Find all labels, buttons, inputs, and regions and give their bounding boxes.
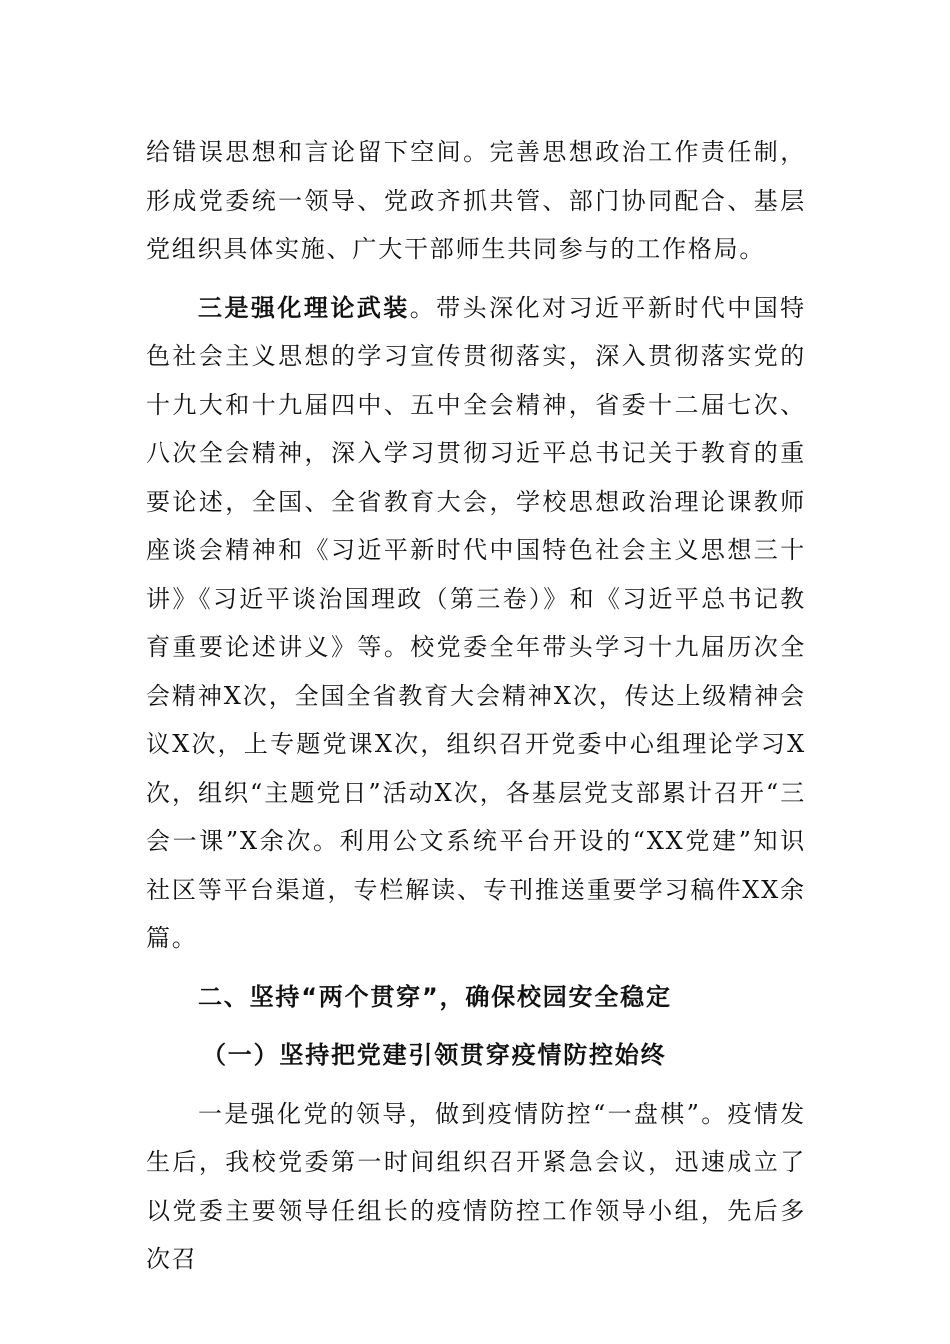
subsection-heading: （一）坚持把党建引领贯穿疫情防控始终 bbox=[202, 1041, 667, 1069]
paragraph-3-text: 一是强化党的领导，做到疫情防控“一盘棋”。疫情发生后，我校党委第一时间组织召开紧急会议，迅速成立了以党委主要领导任组长的疫情防控工作领导小组，先后多次召 bbox=[146, 1099, 806, 1273]
paragraph-epidemic-control bbox=[146, 1090, 806, 1284]
paragraph-1-text: 给错误思想和言论留下空间。完善思想政治工作责任制，形成党委统一领导、党政齐抓共管、部门协同配合、基层党组织具体实施、广大干部师生共同参与的工作格局。 bbox=[146, 138, 806, 263]
paragraph-lead-punct: 。 bbox=[409, 293, 437, 322]
paragraph-continuation bbox=[146, 128, 806, 274]
paragraph-lead-bold: 三是强化理论武装 bbox=[198, 292, 410, 322]
paragraph-theory-study bbox=[146, 284, 806, 963]
section-heading: 二、坚持“两个贯穿”，确保校园安全稳定 bbox=[198, 982, 672, 1011]
paragraph-2-text: 带头深化对习近平新时代中国特色社会主义思想的学习宣传贯彻落实，深入贯彻落实党的十九大和十九届四中、五中全会精神，省委十二届七次、八次全会精神，深入学习贯彻习近平总书记关于教育的重要论述，全国、全省教育大会，学校思想政治理论课教师座谈会精神和《习近平新时代中国特色社会主义思想三十讲》《习近平谈治国理政（第三卷）》和《习近平总书记教育重要论述讲义》等。校党委全年带头学习十九届历次全会精神X次，全国全省教育大会精神X次，传达上级精神会议X次，上专题党课X次，组织召开党委中心组理论学习X次，组织“主题党日”活动X次，各基层党支部累计召开“三会一课”X余次。利用公文系统平台开设的“XX党建”知识社区等平台渠道，专栏解读、专刊推送重要学习稿件XX余篇。 bbox=[146, 293, 806, 952]
document-body bbox=[146, 128, 806, 1284]
